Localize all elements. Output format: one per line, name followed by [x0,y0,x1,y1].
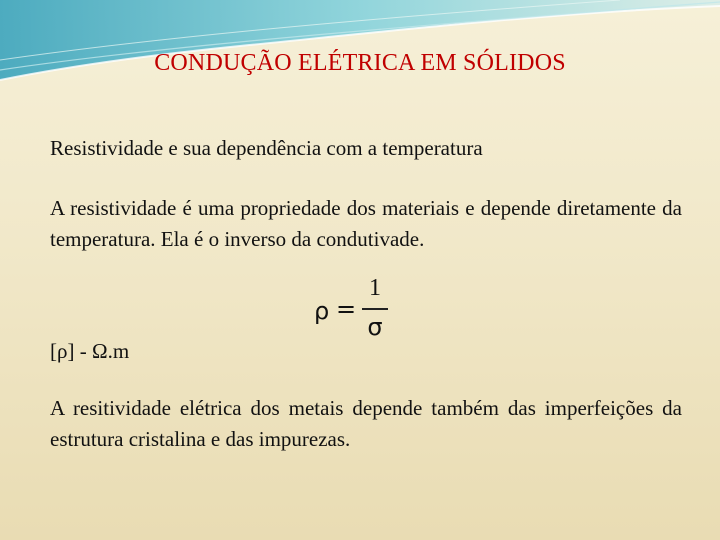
formula-equals: = [336,295,357,323]
resistivity-formula [312,275,392,345]
formula-sigma: σ [367,313,383,341]
paragraph-metals: A resitividade elétrica dos metais depende também das imperfeições da estrutura cristalina e das impurezas. [50,396,682,451]
paragraph-resistivity: A resistividade é uma propriedade dos materiais e depende diretamente da temperatura. Ela é o inverso da condutivade. [50,196,682,251]
formula-numerator: 1 [369,275,381,301]
formula-rho: ρ [314,297,330,325]
fraction-bar [362,308,388,310]
resistivity-unit: [ρ] - Ω.m [50,339,130,363]
slide-subtitle: Resistividade e sua dependência com a temperatura [50,136,483,160]
slide-title: CONDUÇÃO ELÉTRICA EM SÓLIDOS [154,50,566,76]
